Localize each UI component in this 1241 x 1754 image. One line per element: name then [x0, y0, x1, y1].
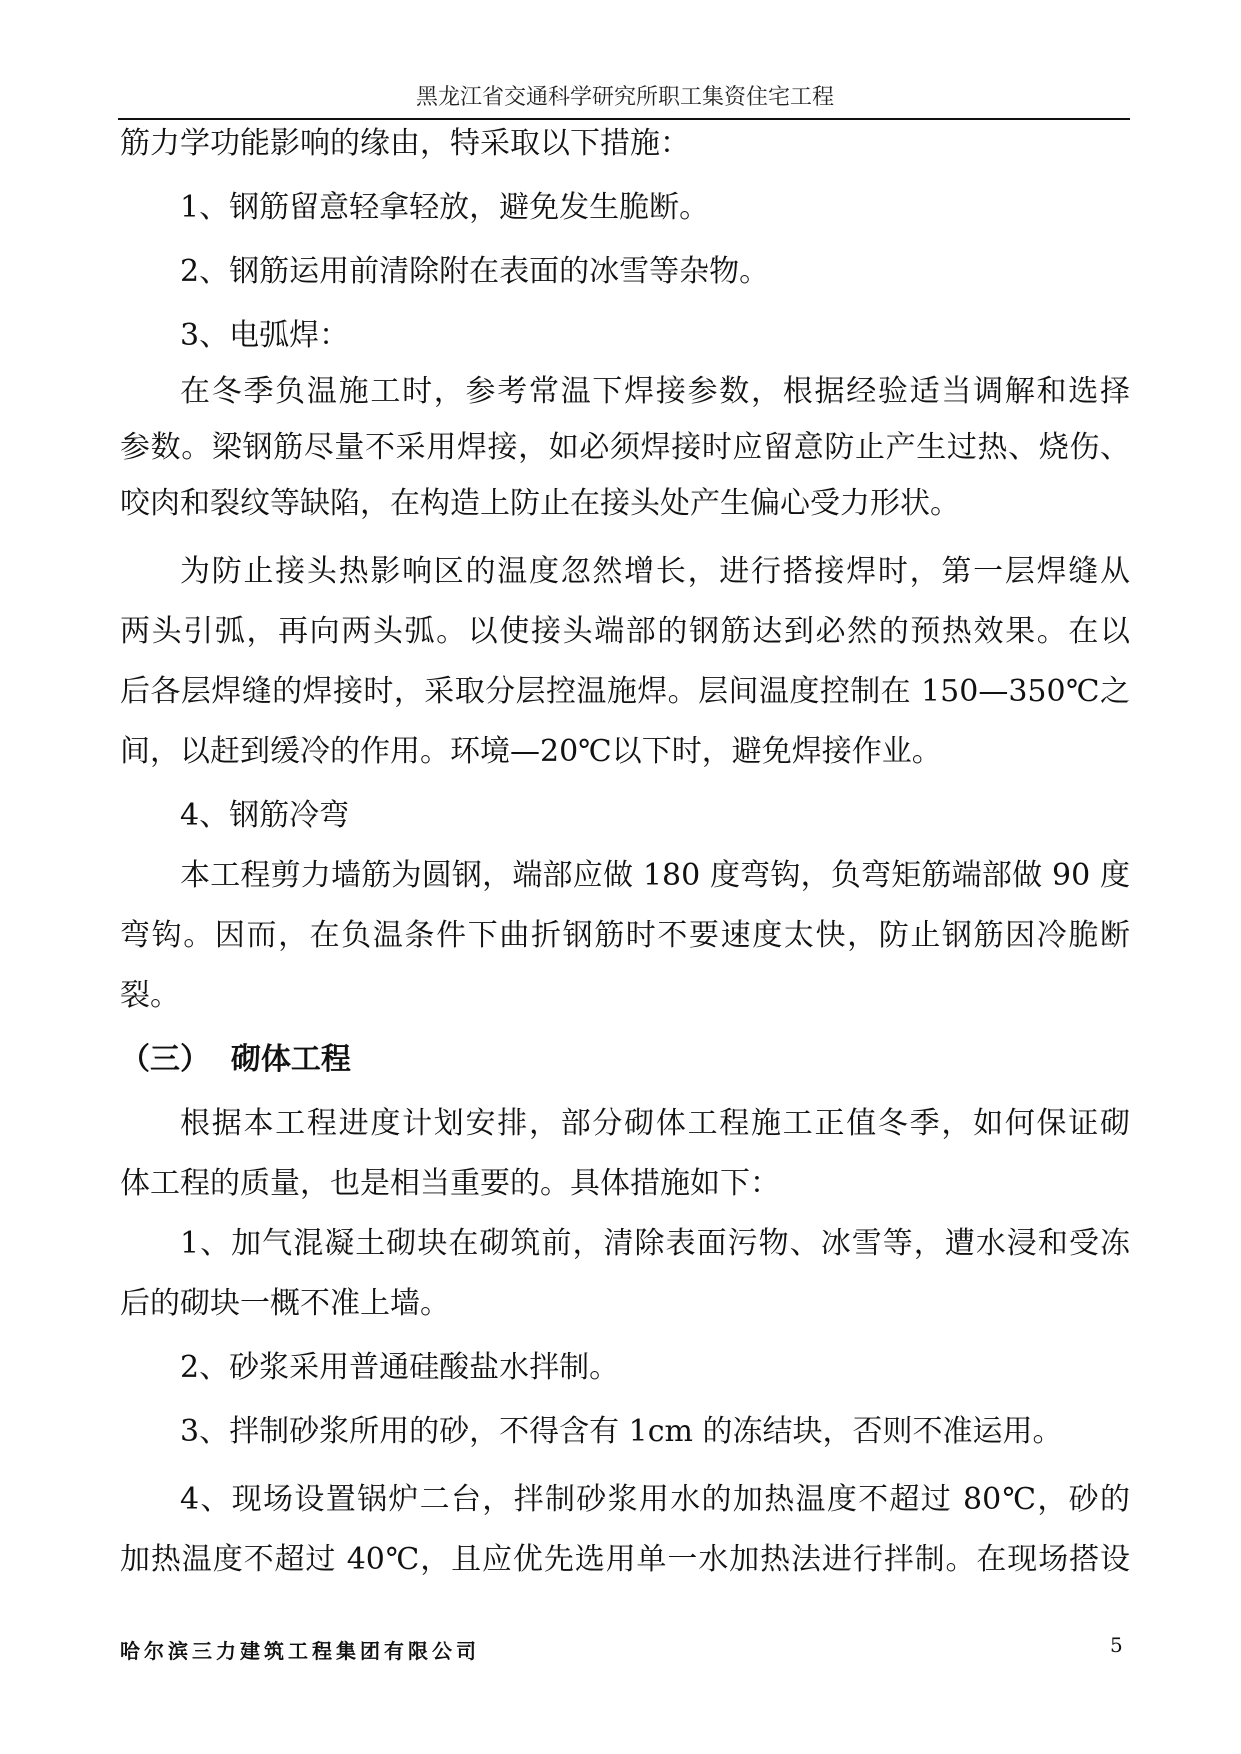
paragraph-line: 体工程的质量，也是相当重要的。具体措施如下： [120, 1166, 780, 1201]
page-number: 5 [1110, 1633, 1123, 1657]
paragraph-line: 两头引弧，再向两头弧。以使接头端部的钢筋达到必然的预热效果。在以 [120, 614, 1130, 649]
list-item: 2、钢筋运用前清除附在表面的冰雪等杂物。 [180, 254, 770, 289]
list-item: 2、砂浆采用普通硅酸盐水拌制。 [180, 1350, 620, 1385]
paragraph-line: 筋力学功能影响的缘由，特采取以下措施： [120, 126, 690, 161]
paragraph-line: 后各层焊缝的焊接时，采取分层控温施焊。层间温度控制在 150—350℃之 [120, 674, 1130, 709]
list-item: 3、电弧焊： [180, 318, 350, 353]
paragraph-line: 后的砌块一概不准上墙。 [120, 1286, 450, 1321]
paragraph-line: 间，以赶到缓冷的作用。环境—20℃以下时，避免焊接作业。 [120, 734, 942, 769]
paragraph-line: 裂。 [120, 978, 180, 1013]
list-item: 3、拌制砂浆所用的砂，不得含有 1cm 的冻结块，否则不准运用。 [180, 1414, 1063, 1449]
page-header-title: 黑龙江省交通科学研究所职工集资住宅工程 [415, 85, 834, 110]
paragraph-line: 加热温度不超过 40℃，且应优先选用单一水加热法进行拌制。在现场搭设 [120, 1542, 1130, 1577]
paragraph-line: 咬肉和裂纹等缺陷，在构造上防止在接头处产生偏心受力形状。 [120, 486, 960, 521]
list-item: 4、现场设置锅炉二台，拌制砂浆用水的加热温度不超过 80℃，砂的 [180, 1482, 1130, 1517]
paragraph-line: 根据本工程进度计划安排，部分砌体工程施工正值冬季，如何保证砌 [180, 1106, 1130, 1141]
footer-company-name: 哈尔滨三力建筑工程集团有限公司 [120, 1639, 480, 1663]
paragraph-line: 为防止接头热影响区的温度忽然增长，进行搭接焊时，第一层焊缝从 [180, 554, 1130, 589]
list-item: 1、钢筋留意轻拿轻放，避免发生脆断。 [180, 190, 710, 225]
list-item: 1、加气混凝土砌块在砌筑前，清除表面污物、冰雪等，遭水浸和受冻 [180, 1226, 1130, 1261]
list-item: 4、钢筋冷弯 [180, 798, 350, 833]
header-divider [118, 118, 1130, 120]
paragraph-line: 参数。梁钢筋尽量不采用焊接，如必须焊接时应留意防止产生过热、烧伤、 [120, 430, 1130, 465]
paragraph-line: 弯钩。因而，在负温条件下曲折钢筋时不要速度太快，防止钢筋因冷脆断 [120, 918, 1130, 953]
section-heading: （三） 砌体工程 [120, 1042, 351, 1077]
paragraph-line: 在冬季负温施工时，参考常温下焊接参数，根据经验适当调解和选择 [180, 374, 1130, 409]
paragraph-line: 本工程剪力墙筋为圆钢，端部应做 180 度弯钩，负弯矩筋端部做 90 度 [180, 858, 1130, 893]
